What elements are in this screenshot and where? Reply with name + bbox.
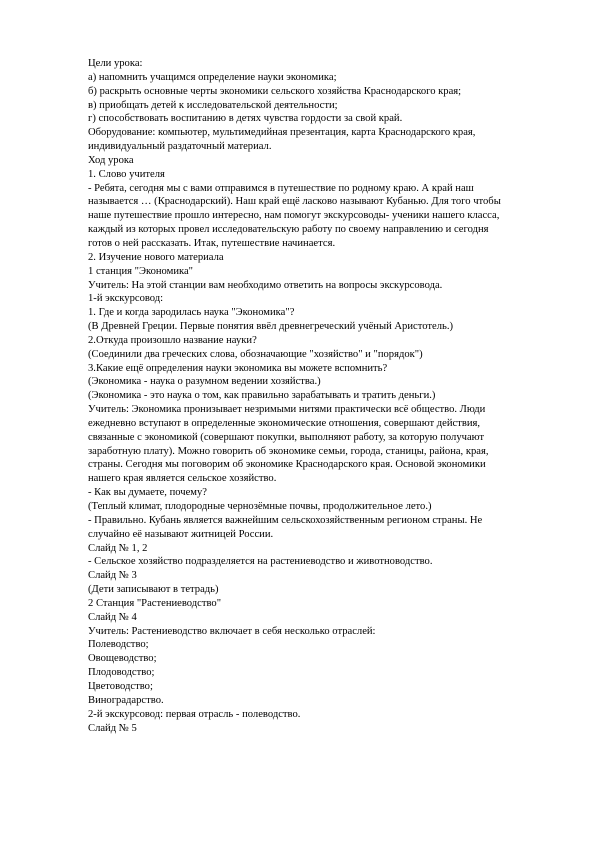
section-heading: 2. Изучение нового материала xyxy=(88,251,224,263)
text-line: Учитель: На этой станции вам необходимо ответить на вопросы экскурсовода. xyxy=(88,279,443,291)
goal-b: б) раскрыть основные черты экономики сельского хозяйства Краснодарского края; xyxy=(88,85,462,97)
text-line: ежедневно вступают в определенные экономические отношения, совершают действия, xyxy=(88,417,481,429)
document-page xyxy=(88,57,543,735)
text-line: нашего края является сельское хозяйство. xyxy=(88,473,277,485)
station-heading: 2 Станция "Растениеводство" xyxy=(88,597,222,609)
list-item: Цветоводство; xyxy=(88,680,153,692)
text-line: - Ребята, сегодня мы с вами отправимся в путешествие по родному краю. А край наш xyxy=(88,182,474,194)
question-line: 3.Какие ещё определения науки экономика вы можете вспомнить? xyxy=(88,362,388,374)
station-heading: 1 станция "Экономика" xyxy=(88,265,194,277)
list-item: Плодоводство; xyxy=(88,667,155,679)
goal-c: в) приобщать детей к исследовательской деятельности; xyxy=(88,99,338,111)
text-line: готов о ней рассказать. Итак, путешествие начинается. xyxy=(88,237,336,249)
section-heading: 1. Слово учителя xyxy=(88,168,165,180)
answer-line: (Экономика - это наука о том, как правильно зарабатывать и тратить деньги.) xyxy=(88,390,436,402)
equipment-line: Оборудование: компьютер, мультимедийная презентация, карта Краснодарского края, xyxy=(88,127,476,139)
text-line: 2-й экскурсовод: первая отрасль - полеводство. xyxy=(88,708,301,720)
answer-line: (Экономика - наука о разумном ведении хозяйства.) xyxy=(88,376,321,388)
lesson-progress-heading: Ход урока xyxy=(88,154,134,166)
text-line: Учитель: Экономика пронизывает незримыми нитями практически всё общество. Люди xyxy=(88,404,486,416)
text-line: называется … (Краснодарский). Наш край ещё ласково называют Кубанью. Для того чтобы xyxy=(88,196,501,208)
question-line: 1. Где и когда зародилась наука "Экономика"? xyxy=(88,307,295,319)
slide-label: Слайд № 5 xyxy=(88,722,137,734)
text-line: каждый из которых провел исследовательскую работу по своему направлению и сегодня xyxy=(88,224,489,236)
list-item: Полеводство; xyxy=(88,639,149,651)
goal-d: г) способствовать воспитанию в детях чувства гордости за свой край. xyxy=(88,113,403,125)
slide-label: Слайд № 1, 2 xyxy=(88,542,148,554)
question-line: 2.Откуда произошло название науки? xyxy=(88,334,257,346)
list-item: Виноградарство. xyxy=(88,694,164,706)
answer-line: (В Древней Греции. Первые понятия ввёл древнегреческий учёный Аристотель.) xyxy=(88,321,454,333)
answer-line: (Соединили два греческих слова, обозначающие "хозяйство" и "порядок") xyxy=(88,348,423,360)
text-line: (Дети записывают в тетрадь) xyxy=(88,584,219,596)
goal-a: а) напомнить учащимся определение науки экономика; xyxy=(88,71,337,83)
slide-label: Слайд № 3 xyxy=(88,570,137,582)
text-line: страны. Сегодня мы поговорим об экономике Краснодарского края. Основой экономики xyxy=(88,459,486,471)
text-line: Учитель: Растениеводство включает в себя несколько отраслей: xyxy=(88,625,376,637)
guide-label: 1-й экскурсовод: xyxy=(88,293,164,305)
text-line: - Правильно. Кубань является важнейшим сельскохозяйственным регионом страны. Не xyxy=(88,514,483,526)
goals-heading: Цели урока: xyxy=(88,58,143,69)
equipment-line: индивидуальный раздаточный материал. xyxy=(88,141,272,153)
text-line: наше путешествие прошло интересно, нам помогут экскурсоводы- ученики нашего класса, xyxy=(88,210,500,222)
list-item: Овощеводство; xyxy=(88,653,157,665)
text-line: заработную плату). Можно говорить об экономике семьи, города, станицы, района, края, xyxy=(88,445,489,457)
text-line: случайно её называют житницей России. xyxy=(88,528,274,540)
text-line: связанные с экономикой (совершают покупки, выполняют работу, за которую получают xyxy=(88,431,485,443)
slide-label: Слайд № 4 xyxy=(88,611,137,623)
text-line: - Сельское хозяйство подразделяется на растениеводство и животноводство. xyxy=(88,556,433,568)
answer-line: (Теплый климат, плодородные чернозёмные почвы, продолжительное лето.) xyxy=(88,501,432,512)
question-line: - Как вы думаете, почему? xyxy=(88,487,208,499)
